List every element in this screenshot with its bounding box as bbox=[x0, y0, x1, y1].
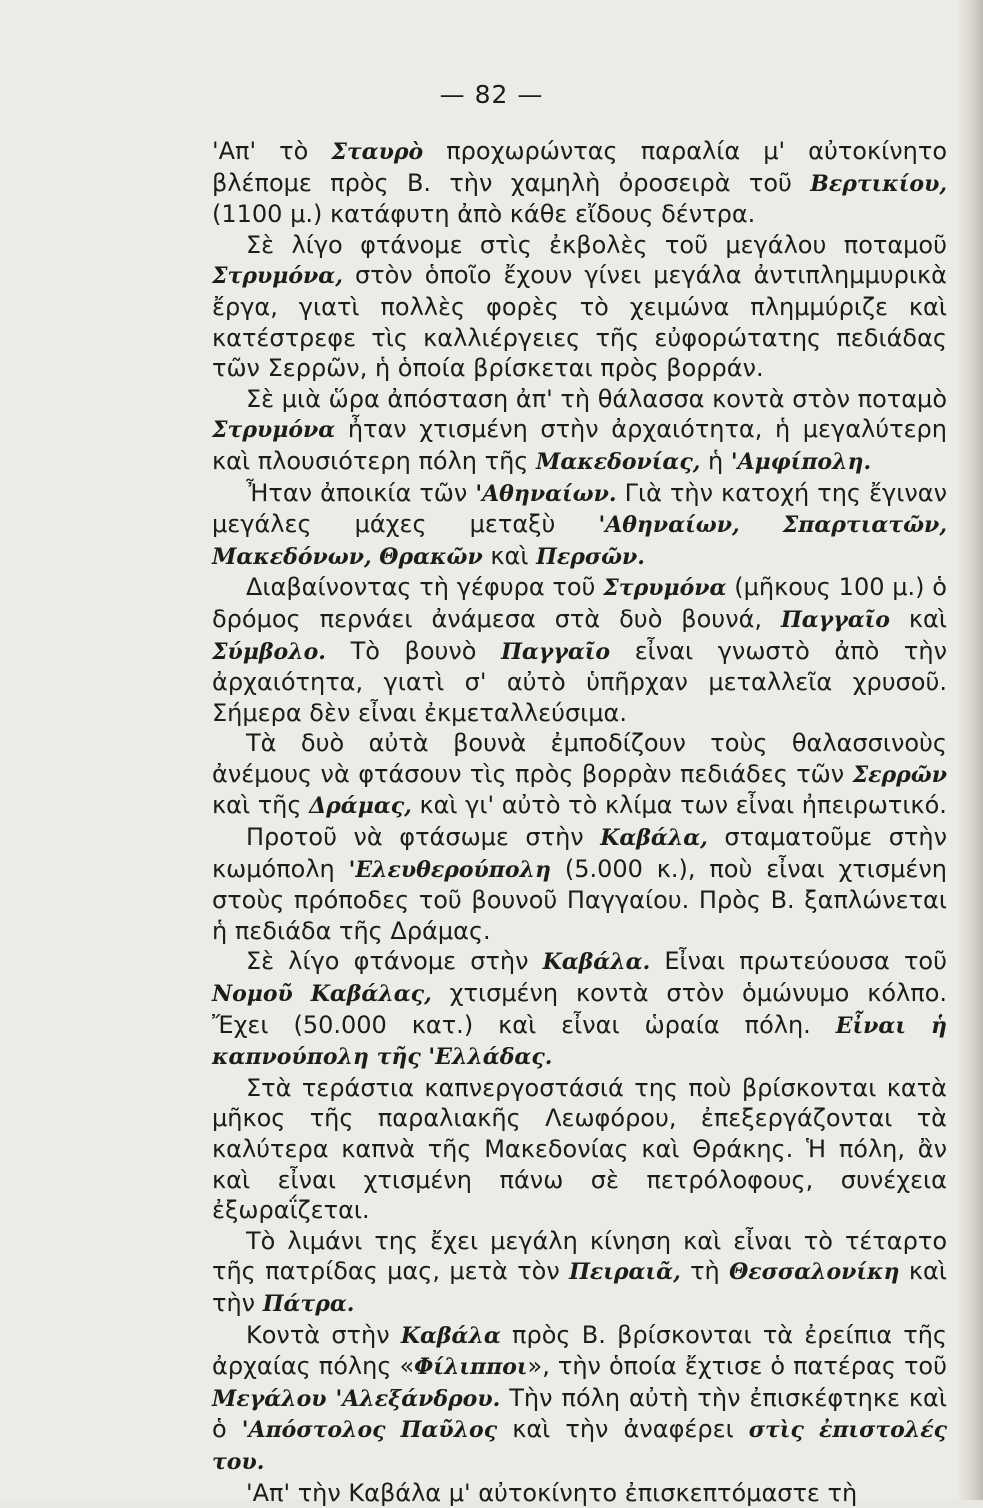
emphasized-text: 'Ελευθερούπολη bbox=[348, 856, 551, 883]
text-run: (1100 μ.) κατάφυτη ἀπὸ κάθε εἴδους δέντρα. bbox=[212, 168, 955, 229]
page-edge-shadow bbox=[957, 0, 983, 1500]
emphasized-text: Σταυρὸ bbox=[331, 139, 424, 165]
emphasized-text: Μεγάλου 'Αλεξάνδρου. bbox=[212, 1385, 501, 1412]
paragraph bbox=[212, 136, 955, 230]
emphasized-text: Μακεδονίας, bbox=[536, 448, 701, 475]
text-run: 'Απ' τὴν Καβάλα μ' αὐτοκίνητο ἐπισκεπτόμαστε τὴ bbox=[246, 1478, 858, 1507]
text-run: καὶ τῆς bbox=[212, 759, 955, 820]
paragraph bbox=[212, 230, 955, 384]
text-run: καὶ γι' αὐτὸ τὸ κλίμα των εἶναι ἠπειρωτικό. bbox=[411, 791, 947, 820]
emphasized-text: Στρυμόνα, bbox=[212, 263, 343, 290]
text-run: (5.000 κ.), ποὺ εἶναι χτισμένη στοὺς πρόποδες τοῦ βουνοῦ Παγγαίου. Πρὸς Β. ξαπλώνεται ἡ πεδιάδα τῆς Δράμας. bbox=[212, 854, 955, 945]
emphasized-text: Φίλιπποι bbox=[414, 1354, 528, 1381]
text-run: σταματοῦμε στὴν κωμόπολη bbox=[212, 823, 955, 883]
text-run: Σὲ λίγο φτάνομε στὶς ἐκβολὲς τοῦ μεγάλου ποταμοῦ bbox=[246, 230, 955, 259]
text-run: Ἦταν ἀποικία τῶν bbox=[246, 478, 476, 507]
emphasized-text: Σύμβολο. bbox=[212, 638, 326, 665]
text-run: προχωρώντας παραλία μ' αὐτοκίνητο βλέπομε πρὸς Β. τὴν χαμηλὴ ὀροσειρὰ τοῦ bbox=[212, 137, 955, 197]
emphasized-text: Εἶναι ἡ καπνούπολη τῆς 'Ελλάδας. bbox=[212, 1012, 947, 1071]
emphasized-text: Θεσσαλονίκη bbox=[729, 1259, 900, 1286]
text-run: ἡ bbox=[700, 446, 731, 475]
emphasized-text: 'Αθηναίων. bbox=[475, 480, 617, 507]
body-text bbox=[212, 136, 955, 1508]
emphasized-text: Νομοῦ Καβάλας, bbox=[212, 981, 432, 1008]
text-run: Κοντὰ στὴν bbox=[246, 1320, 401, 1349]
page-number: — 82 — bbox=[439, 80, 544, 109]
emphasized-text: Καβάλα. bbox=[542, 949, 651, 976]
text-run: », τὴν ὁποία ἔχτισε ὁ πατέρας τοῦ bbox=[527, 1352, 955, 1381]
text-run: Τὴν πόλη αὐτὴ τὴν ἐπισκέφτηκε καὶ ὁ bbox=[212, 1383, 955, 1444]
emphasized-text: 'Απόστολος Παῦλος bbox=[241, 1417, 498, 1444]
text-run: Τὰ δυὸ αὐτὰ βουνὰ ἐμποδίζουν τοὺς θαλασσινοὺς ἀνέμους νὰ φτάσουν τὶς πρὸς βορρὰν πεδιάδες τῶν bbox=[212, 729, 955, 788]
text-run: Τὸ λιμάνι της ἔχει μεγάλη κίνηση καὶ εἶναι τὸ τέταρτο τῆς πατρίδας μας, μετὰ τὸν bbox=[212, 1226, 955, 1286]
paragraph bbox=[212, 728, 955, 822]
emphasized-text: Καβάλα bbox=[400, 1322, 501, 1349]
text-run: Διαβαίνοντας τὴ γέφυρα τοῦ bbox=[246, 573, 604, 602]
emphasized-text: Περσῶν. bbox=[536, 543, 645, 570]
text-run: Προτοῦ νὰ φτάσωμε στὴν bbox=[246, 823, 601, 852]
paragraph bbox=[212, 478, 955, 573]
emphasized-text: Σερρῶν bbox=[852, 761, 947, 788]
text-run: Τὸ βουνὸ bbox=[325, 636, 502, 665]
text-run: καὶ bbox=[889, 604, 955, 633]
paragraph bbox=[212, 1320, 955, 1478]
paragraph bbox=[212, 1226, 955, 1320]
emphasized-text: Στρυμόνα bbox=[212, 417, 336, 444]
text-run: 'Απ' τὸ bbox=[212, 137, 332, 165]
text-run: Στὰ τεράστια καπνεργοστάσιά της ποὺ βρίσκονται κατὰ μῆκος τῆς παραλιακῆς Λεωφόρου, ἐπεξεργάζονται τὰ καλύτερα καπνὰ τῆς Μακεδονίας καὶ Θράκης. Ἡ πόλη, ἂν καὶ εἶναι χτισμένη πάνω σὲ πετρόλοφους, συνέχεια ἐξωραΐζεται. bbox=[212, 1073, 955, 1225]
text-run: Σὲ λίγο φτάνομε στὴν bbox=[246, 947, 543, 976]
text-run: (μῆκους 100 μ.) ὁ δρόμος περνάει ἀνάμεσα στὰ δυὸ βουνά, bbox=[212, 573, 955, 633]
text-run: στὸν ὁποῖο ἔχουν γίνει μεγάλα ἀντιπλημμυρικὰ ἔργα, γιατὶ πολλὲς φορὲς τὸ χειμώνα πλημμύριζε καὶ κατέστρεφε τὶς καλλιέργειες τῆς εὐφορώτατης πεδιάδας τῶν Σερρῶν, ἡ ὁποία βρίσκεται πρὸς βορράν. bbox=[212, 261, 955, 383]
emphasized-text: 'Αθηναίων, Σπαρτιατῶν, Μακεδόνων, Θρακῶν bbox=[212, 512, 947, 570]
paragraph bbox=[212, 572, 955, 728]
paragraph bbox=[212, 384, 955, 478]
emphasized-text: Στρυμόνα bbox=[603, 575, 727, 602]
paragraph bbox=[212, 822, 955, 946]
emphasized-text: Παγγαῖο bbox=[780, 606, 890, 633]
text-run: χτισμένη κοντὰ στὸν ὁμώνυμο κόλπο. Ἔχει (50.000 κατ.) καὶ εἶναι ὡραία πόλη. bbox=[212, 979, 955, 1039]
text-run: εἶναι γνωστὸ ἀπὸ τὴν ἀρχαιότητα, γιατὶ σ' αὐτὸ ὑπῆρχαν μεταλλεῖα χρυσοῦ. Σήμερα δὲν εἶναι ἐκμεταλλεύσιμα. bbox=[212, 636, 955, 727]
emphasized-text: Βερτικίου, bbox=[810, 170, 947, 197]
text-run: Σὲ μιὰ ὥρα ἀπόσταση ἀπ' τὴ θάλασσα κοντὰ στὸν ποταμὸ bbox=[246, 384, 955, 413]
emphasized-text: 'Αμφίπολη. bbox=[730, 448, 872, 475]
paragraph bbox=[212, 1073, 955, 1226]
paragraph bbox=[212, 946, 955, 1072]
emphasized-text: Πειραιᾶ, bbox=[569, 1259, 681, 1286]
text-run: καὶ τὴν ἀναφέρει bbox=[497, 1415, 749, 1444]
emphasized-text: Δράμας, bbox=[309, 793, 412, 820]
text-run: ἦταν χτισμένη στὴν ἀρχαιότητα, ἡ μεγαλύτερη καὶ πλουσιότερη πόλη τῆς bbox=[212, 415, 955, 475]
text-run: Εἶναι πρωτεύουσα τοῦ bbox=[650, 947, 955, 976]
text-run: Γιὰ τὴν κατοχή της ἔγιναν μεγάλες μάχες μεταξὺ bbox=[212, 478, 955, 539]
text-run: καὶ τὴν bbox=[212, 1257, 955, 1317]
text-run: πρὸς Β. βρίσκονται τὰ ἐρείπια τῆς ἀρχαίας πόλης « bbox=[212, 1320, 955, 1381]
emphasized-text: Παγγαῖο bbox=[501, 638, 611, 665]
text-run: καὶ bbox=[482, 541, 537, 570]
emphasized-text: στὶς ἐπιστολές του. bbox=[212, 1417, 947, 1475]
paragraph bbox=[212, 1478, 947, 1508]
emphasized-text: Πάτρα. bbox=[262, 1290, 355, 1317]
emphasized-text: Καβάλα, bbox=[600, 825, 708, 852]
text-run: τὴ bbox=[680, 1257, 730, 1286]
